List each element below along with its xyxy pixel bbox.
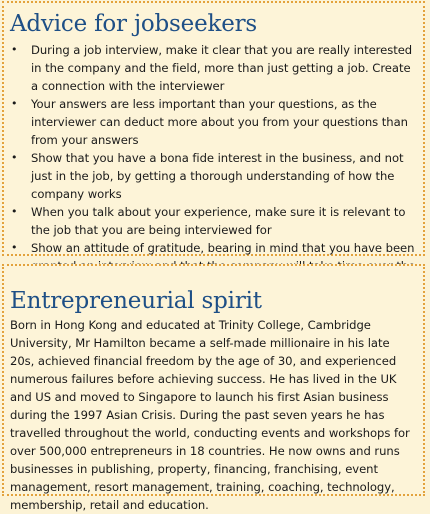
bullet-icon: • xyxy=(11,151,18,164)
bullet-icon: • xyxy=(11,43,18,56)
advice-box xyxy=(2,1,425,256)
advice-title: Advice for jobseekers xyxy=(10,11,258,37)
advice-item xyxy=(10,203,417,239)
bullet-icon: • xyxy=(11,241,18,254)
advice-list xyxy=(10,41,417,293)
entrepreneurial-box xyxy=(2,264,425,512)
advice-item xyxy=(10,149,417,203)
advice-item-text: Show an attitude of gratitude, bearing in mind that you have been xyxy=(31,241,415,255)
advice-item xyxy=(10,95,417,149)
advice-item-text: Show that you have a bona fide interest in the business, and not just in the job, by getting a thorough understanding of how the company works xyxy=(31,151,404,201)
advice-item-text: Your answers are less important than your questions, as the interviewer can deduct more about you from your questions than from your answers xyxy=(31,97,408,147)
entrepreneurial-body: Born in Hong Kong and educated at Trinity College, Cambridge University, Mr Hamilton became a self-made millionaire in his late 20s, achieved financial freedom by the age of 30, and experienced numerous failures before achieving success. He has lived in the UK and US and moved to Singapore to launch his first Asian business during the 1997 Asian Crisis. During the past seven years he has travelled throughout the world, conducting events and workshops for over 500,000 entrepreneurs in 18 countries. He now owns and runs businesses in publishing, property, financing, franchising, event management, resort management, training, coaching, technology, membership, retail and education. xyxy=(10,318,410,512)
advice-item-text: During a job interview, make it clear that you are really interested in the company and the field, more than just getting a job. Create a connection with the interviewer xyxy=(31,43,413,93)
advice-item-text: When you talk about your experience, make sure it is relevant to the job that you are being interviewed for xyxy=(31,205,406,237)
advice-item xyxy=(10,41,417,95)
bullet-icon: • xyxy=(11,205,18,218)
entrepreneurial-title: Entrepreneurial spirit xyxy=(10,288,262,314)
bullet-icon: • xyxy=(11,97,18,110)
